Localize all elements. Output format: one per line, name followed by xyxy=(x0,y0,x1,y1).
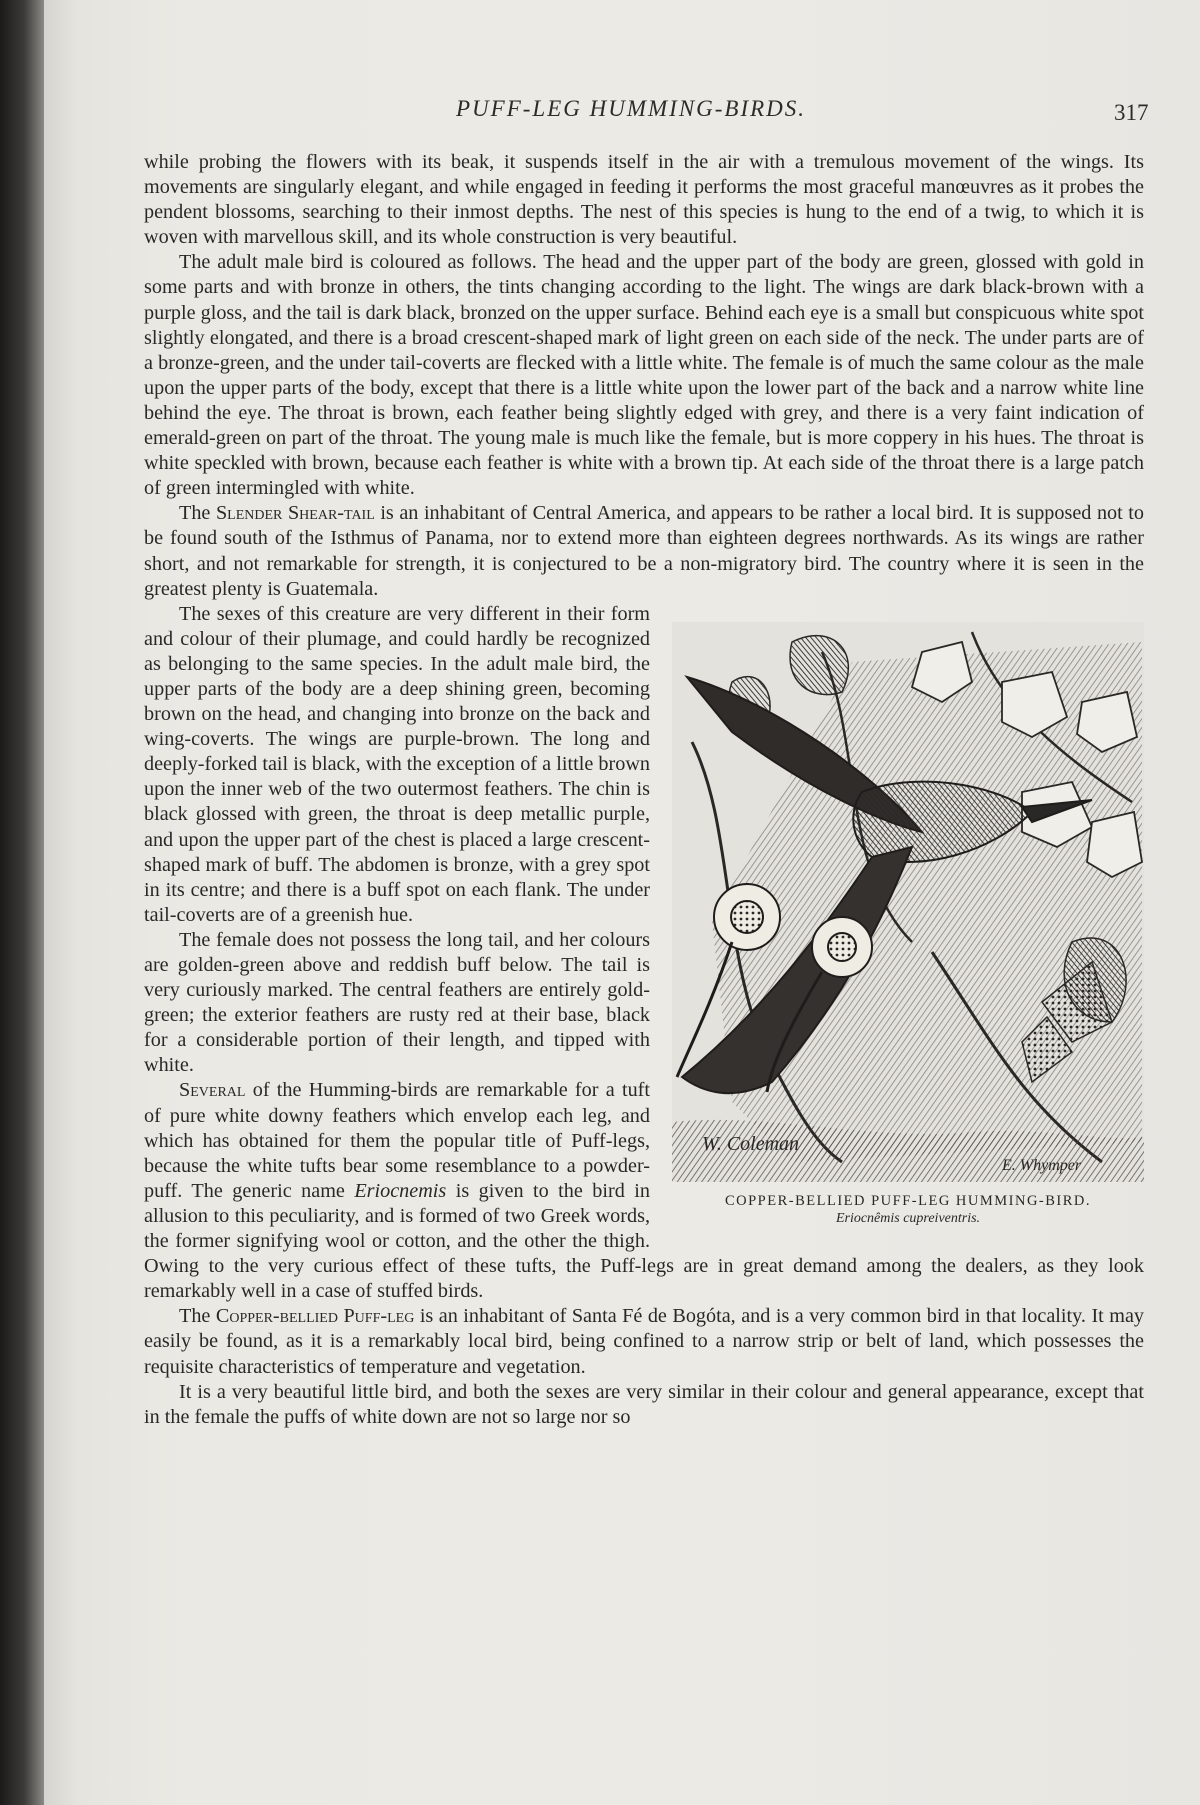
paragraph: The adult male bird is coloured as follows. The head and the upper part of the body are green, glossed with gold in some parts and with bronze in others, the tints changing according to the light. The wings are dark black-brown with a purple gloss, and the tail is dark black, bronzed on the upper surface. Behind each eye is a small but conspicuous white spot slightly elongated, and there is a broad crescent-shaped mark of light green on each side of the neck. The under parts are of a bronze-green, and the under tail-coverts are flecked with a little white. The female is of much the same colour as the male upon the upper parts of the body, except that there is a little white upon the lower part of the back and a narrow white line behind the eye. The throat is brown, each feather being slightly edged with grey, and there is a very faint indication of emerald-green on part of the throat. The young male is much like the female, but is more coppery in his hues. The throat is white speckled with brown, because each feather is white with a brown tip. At each side of the throat there is a large patch of green intermingled with white. xyxy=(144,251,1144,500)
page-number: 317 xyxy=(1114,100,1149,125)
hummingbird-engraving xyxy=(672,622,1144,1182)
figure-caption: COPPER-BELLIED PUFF-LEG HUMMING-BIRD. xyxy=(724,1192,1092,1209)
book-page xyxy=(44,0,1200,1805)
svg-text:E. Whymper: E. Whymper xyxy=(1002,1156,1082,1174)
paragraph xyxy=(144,1304,1144,1379)
page-header xyxy=(44,96,1200,132)
text-run: of the Humming-birds are remarkable for a tuft of pure white downy feathers which envelop each leg, and which has obtained for them the popular title of Puff-legs, because the white tufts bear some resemblance to a powder-puff. The generic name xyxy=(144,1079,650,1202)
body-text xyxy=(144,150,1144,1430)
text-run: is an inhabitant of Central America, and appears to be rather a local bird. It is supposed not to be found south of the Isthmus of Panama, nor to extend more than eighteen degrees northwards. As its wings are rather short, and not remarkable for strength, it is conjectured to be a non-migratory bird. The country where it is seen in the greatest plenty is Guatemala. xyxy=(144,502,1145,600)
paragraph: The sexes of this creature are very different in their form and colour of their plumage, and could hardly be recognized as belonging to the same species. In the adult male bird, the upper parts of the body are a deep shining green, becoming brown on the head, and changing into bronze on the back and wing-coverts. The wings are purple-brown. The long and deeply-forked tail is black, with the exception of a little brown upon the inner web of the two outermost feathers. The chin is black glossed with green, the throat is deep metallic purple, and upon the upper part of the chest is placed a large crescent-shaped mark of buff. The abdomen is bronze, with a grey spot in its centre; and there is a buff spot on each flank. The under tail-coverts are of a greenish hue. xyxy=(144,602,650,926)
paragraph: It is a very beautiful little bird, and both the sexes are very similar in their colour and general appearance, except that in the female the puffs of white down are not so large nor so xyxy=(144,1380,1144,1428)
svg-text:W. Coleman: W. Coleman xyxy=(702,1132,800,1155)
paragraph: while probing the flowers with its beak, it suspends itself in the air with a tremulous movement of the wings. Its movements are singularly elegant, and while engaged in feeding it performs the most graceful manœuvres as it probes the pendent blossoms, searching to their inmost depths. The nest of this species is hung to the end of a twig, to which it is woven with marvellous skill, and its whole construction is very beautiful. xyxy=(144,151,1144,249)
figure-scientific-name: Eriocnêmis cupreiventris. xyxy=(835,1210,981,1226)
section-lead: Several xyxy=(179,1079,246,1102)
running-title: PUFF-LEG HUMMING-BIRDS. xyxy=(456,96,807,121)
genus-name: Eriocnemis xyxy=(354,1179,447,1202)
species-name: Slender Shear-tail xyxy=(215,502,375,525)
text-run: is an inhabitant of Santa Fé de Bogóta, and is a very common bird in that locality. It may easily be found, as it is a remarkably local bird, being confined to a narrow strip or belt of land, which possesses the requisite characteristics of temperature and vegetation. xyxy=(144,1305,1145,1378)
figure xyxy=(672,622,1144,1242)
paragraph: The female does not possess the long tail, and her colours are golden-green above and reddish buff below. The tail is very curiously marked. The central feathers are entirely gold-green; the exterior feathers are rusty red at their base, black for a considerable portion of their length, and tipped with white. xyxy=(144,928,650,1077)
text-run: is given to the bird in allusion to this peculiarity, and is formed of two Greek words, the former signifying wool or cotton, and the other the thigh. Owing to the very curious effect of these tufts, the Puff-legs are in great demand among the dealers, as they look remarkably well in a case of stuffed birds. xyxy=(144,1179,1144,1303)
book-spine-shadow xyxy=(0,0,44,1805)
paragraph xyxy=(144,501,1144,601)
species-name: Copper-bellied Puff-leg xyxy=(215,1305,415,1328)
text-run: The xyxy=(179,1305,211,1328)
text-run: The xyxy=(179,502,211,525)
